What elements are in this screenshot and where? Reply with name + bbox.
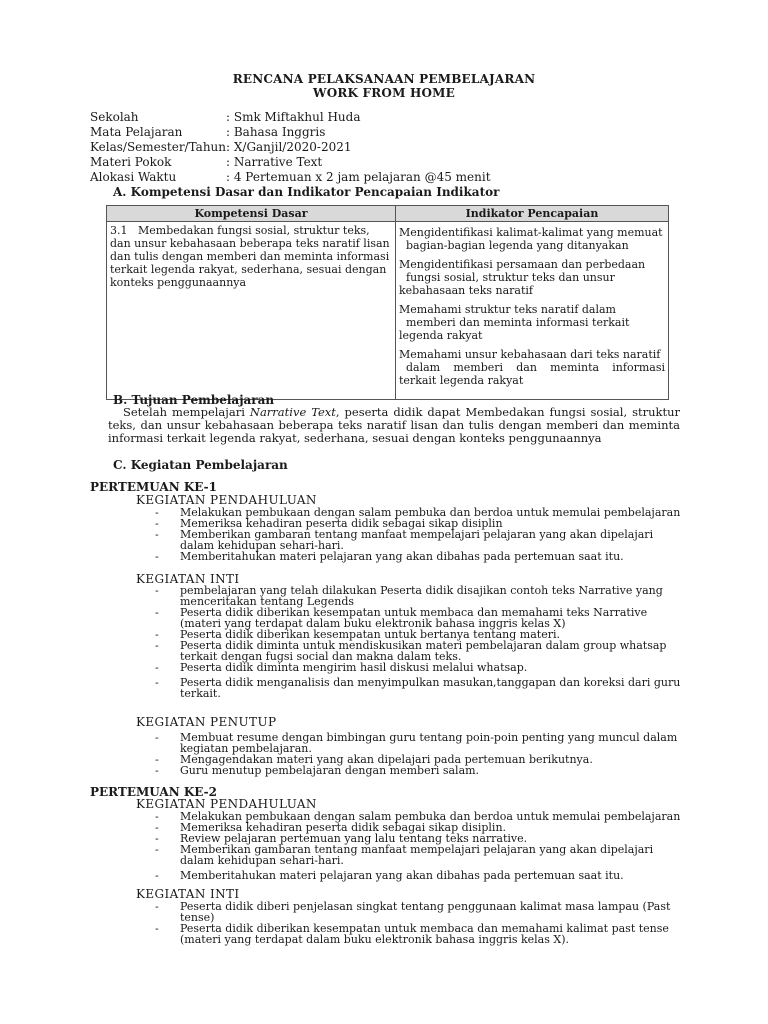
indicator-first-line: Mengidentifikasi persamaan dan perbedaan [399, 258, 646, 271]
list-item: - Memeriksa kehadiran peserta didik sebagai sikap disiplin [155, 518, 685, 529]
kd-column-header: Kompetensi Dasar [107, 206, 396, 222]
list-item-text: Memberitahukan materi pelajaran yang akan dibahas pada pertemuan saat itu. [180, 550, 624, 563]
list-item-text: Peserta didik diberi penjelasan singkat tentang penggunaan kalimat masa lampau (Past tense) [180, 900, 671, 924]
learning-objective-paragraph [108, 406, 680, 445]
info-value: : Narrative Text [226, 155, 323, 169]
indicator-item [399, 303, 665, 342]
section-a-heading: A. Kompetensi Dasar dan Indikator Pencapaian Indikator [113, 185, 500, 199]
list-item-text: Membuat resume dengan bimbingan guru tentang poin-poin penting yang muncul dalam kegiatan pembelajaran. [180, 731, 678, 755]
meeting-1-core-heading: KEGIATAN INTI [136, 572, 240, 586]
competency-table [106, 205, 669, 400]
identity-block [90, 110, 491, 185]
info-row-alokasi [90, 170, 491, 185]
list-item: - Membuat resume dengan bimbingan guru tentang poin-poin penting yang muncul dalam kegiatan pembelajaran. [155, 732, 685, 754]
list-item: - Memberikan gambaran tentang manfaat mempelajari pelajaran yang akan dipelajari dalam kehidupan sehari-hari. [155, 844, 685, 866]
indicator-rest: memberi dan meminta informasi terkait legenda rakyat [399, 316, 630, 342]
list-item-text: Peserta didik diminta untuk mendiskusikan materi pembelajaran dalam group whatsap terkait dengan fugsi social dan makna dalam teks. [180, 639, 667, 663]
objective-text: , peserta didik dapat Membedakan fungsi sosial, struktur teks, dan unsur kebahasaan beberapa teks naratif lisan dan tulis dengan memberi dan meminta informasi terkait legenda rakyat, sederhana, sesuai dengan konteks penggunaannya [108, 405, 681, 445]
info-value: : Smk Miftakhul Huda [226, 110, 361, 124]
list-item: - Peserta didik diberikan kesempatan untuk bertanya tentang materi. [155, 629, 685, 640]
indicator-item [399, 348, 665, 387]
info-label: Sekolah [90, 110, 139, 124]
objective-text: Setelah mempelajari [122, 405, 250, 419]
list-item-text: Guru menutup pembelajaran dengan memberi salam. [180, 764, 480, 777]
list-item: - Memberikan gambaran tentang manfaat mempelajari pelajaran yang akan dipelajari dalam kehidupan sehari-hari. [155, 529, 685, 551]
info-row-mapel [90, 125, 491, 140]
meeting-1-core-list [155, 585, 685, 699]
section-c-heading: C. Kegiatan Pembelajaran [113, 458, 288, 472]
list-item-text: Melakukan pembukaan dengan salam pembuka dan berdoa untuk memulai pembelajaran [180, 810, 681, 823]
meeting-1-closing-list [155, 732, 685, 776]
kd-cell [107, 222, 396, 400]
indicator-first-line: Memahami struktur teks naratif dalam [399, 303, 616, 316]
table-row [107, 222, 669, 400]
table-header-row [107, 206, 669, 222]
info-value: : 4 Pertemuan x 2 jam pelajaran @45 menit [226, 170, 491, 184]
indicator-cell [396, 222, 669, 400]
list-item: - Peserta didik diminta untuk mendiskusikan materi pembelajaran dalam group whatsap terkait dengan fugsi social dan makna dalam teks. [155, 640, 685, 662]
list-item: - Peserta didik diberi penjelasan singkat tentang penggunaan kalimat masa lampau (Past tense) [155, 901, 685, 923]
objective-emphasis: Narrative Text [249, 405, 336, 419]
indicator-item [399, 258, 665, 297]
indicator-rest: fungsi sosial, struktur teks dan unsur kebahasaan teks naratif [399, 271, 615, 297]
list-item: - Memeriksa kehadiran peserta didik sebagai sikap disiplin. [155, 822, 685, 833]
list-item-text: Review pelajaran pertemuan yang lalu tentang teks narrative. [180, 832, 528, 845]
indicator-column-header: Indikator Pencapaian [396, 206, 669, 222]
info-row-sekolah [90, 110, 491, 125]
info-value: : Bahasa Inggris [226, 125, 326, 139]
list-item-text: Memeriksa kehadiran peserta didik sebagai sikap disiplin [180, 517, 503, 530]
meeting-1-closing-heading: KEGIATAN PENUTUP [136, 715, 277, 729]
list-item-text: Memberikan gambaran tentang manfaat mempelajari pelajaran yang akan dipelajari dalam kehidupan sehari-hari. [180, 528, 654, 552]
document-title: RENCANA PELAKSANAAN PEMBELAJARAN [232, 72, 536, 86]
list-item: - Peserta didik diberikan kesempatan untuk membaca dan memahami kalimat past tense (materi yang terdapat dalam buku elektronik bahasa inggris kelas X). [155, 923, 685, 945]
list-item-text: Memberikan gambaran tentang manfaat mempelajari pelajaran yang akan dipelajari dalam kehidupan sehari-hari. [180, 843, 654, 867]
indicator-first-line: Mengidentifikasi kalimat-kalimat yang memuat [399, 226, 663, 239]
list-item: - Mengagendakan materi yang akan dipelajari pada pertemuan berikutnya. [155, 754, 685, 765]
list-item: - Melakukan pembukaan dengan salam pembuka dan berdoa untuk memulai pembelajaran [155, 507, 685, 518]
list-item-text: Melakukan pembukaan dengan salam pembuka dan berdoa untuk memulai pembelajaran [180, 506, 681, 519]
section-b-heading: B. Tujuan Pembelajaran [113, 393, 275, 407]
meeting-2-heading: PERTEMUAN KE-2 [90, 785, 217, 799]
indicator-rest: bagian-bagian legenda yang ditanyakan [406, 239, 629, 252]
list-item-text: pembelajaran yang telah dilakukan Peserta didik disajikan contoh teks Narrative yang menceritakan tentang Legends [180, 584, 663, 608]
info-row-kelas [90, 140, 491, 155]
list-item: - Peserta didik diminta mengirim hasil diskusi melalui whatsap. [155, 662, 685, 673]
info-row-materi [90, 155, 491, 170]
meeting-2-intro-list [155, 811, 685, 881]
list-item-text: Peserta didik diminta mengirim hasil diskusi melalui whatsap. [180, 661, 528, 674]
info-value: : X/Ganjil/2020-2021 [226, 140, 352, 154]
indicator-rest: dalam memberi dan meminta informasi terkait legenda rakyat [399, 361, 665, 387]
list-item: - Melakukan pembukaan dengan salam pembuka dan berdoa untuk memulai pembelajaran [155, 811, 685, 822]
meeting-1-heading: PERTEMUAN KE-1 [90, 480, 217, 494]
indicator-first-line: Memahami unsur kebahasaan dari teks naratif [399, 348, 661, 361]
list-item-text: Memeriksa kehadiran peserta didik sebagai sikap disiplin. [180, 821, 507, 834]
info-label: Kelas/Semester/Tahun [90, 140, 227, 154]
list-item-text: Mengagendakan materi yang akan dipelajari pada pertemuan berikutnya. [180, 753, 593, 766]
list-item: - Review pelajaran pertemuan yang lalu tentang teks narrative. [155, 833, 685, 844]
list-item: - Peserta didik menganalisis dan menyimpulkan masukan,tanggapan dan koreksi dari guru terkait. [155, 677, 685, 699]
list-item-text: Peserta didik diberikan kesempatan untuk membaca dan memahami kalimat past tense (materi yang terdapat dalam buku elektronik bahasa inggris kelas X). [180, 922, 669, 946]
meeting-1-intro-heading: KEGIATAN PENDAHULUAN [136, 493, 317, 507]
meeting-1-intro-list [155, 507, 685, 562]
list-item: - pembelajaran yang telah dilakukan Peserta didik disajikan contoh teks Narrative yang menceritakan tentang Legends [155, 585, 685, 607]
kd-number: 3.1 [110, 224, 128, 237]
list-item-text: Peserta didik diberikan kesempatan untuk membaca dan memahami teks Narrative (materi yang terdapat dalam buku elektronik bahasa inggris kelas X) [180, 606, 648, 630]
info-label: Alokasi Waktu [90, 170, 177, 184]
meeting-2-intro-heading: KEGIATAN PENDAHULUAN [136, 797, 317, 811]
info-label: Mata Pelajaran [90, 125, 183, 139]
document-subtitle: WORK FROM HOME [313, 86, 455, 100]
info-label: Materi Pokok [90, 155, 172, 169]
list-item-text: Peserta didik menganalisis dan menyimpulkan masukan,tanggapan dan koreksi dari guru terkait. [180, 676, 681, 700]
list-item: - Memberitahukan materi pelajaran yang akan dibahas pada pertemuan saat itu. [155, 870, 685, 881]
list-item: - Guru menutup pembelajaran dengan memberi salam. [155, 765, 685, 776]
list-item: - Memberitahukan materi pelajaran yang akan dibahas pada pertemuan saat itu. [155, 551, 685, 562]
meeting-2-core-heading: KEGIATAN INTI [136, 887, 240, 901]
list-item: - Peserta didik diberikan kesempatan untuk membaca dan memahami teks Narrative (materi yang terdapat dalam buku elektronik bahasa inggris kelas X) [155, 607, 685, 629]
meeting-2-core-list [155, 901, 685, 945]
list-item-text: Peserta didik diberikan kesempatan untuk bertanya tentang materi. [180, 628, 560, 641]
list-item-text: Memberitahukan materi pelajaran yang akan dibahas pada pertemuan saat itu. [180, 869, 624, 882]
kd-text: Membedakan fungsi sosial, struktur teks, dan unsur kebahasaan beberapa teks naratif lisan dan tulis dengan memberi dan meminta informasi terkait legenda rakyat, sederhana, sesuai dengan konteks penggunaannya [110, 224, 390, 289]
indicator-item [399, 226, 665, 252]
